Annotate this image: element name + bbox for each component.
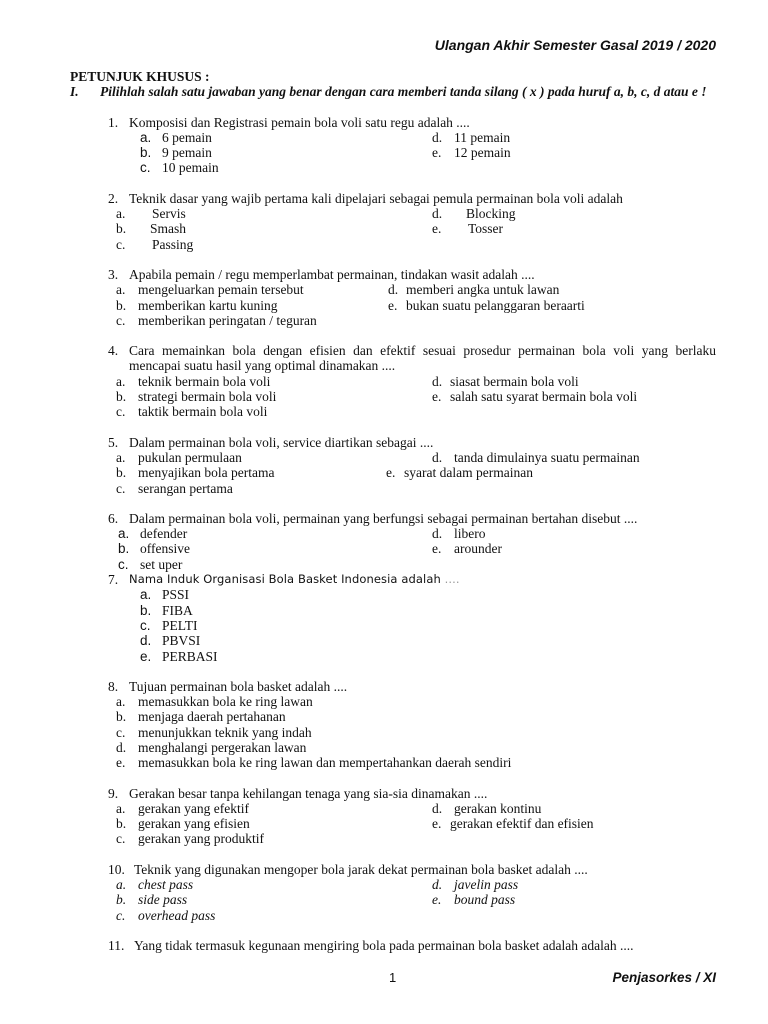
instruction-text: Pilihlah salah satu jawaban yang benar dengan cara memberi tanda silang ( x ) pada huruf a, b, c, d atau e ! bbox=[100, 84, 707, 100]
question-1 bbox=[70, 115, 716, 176]
option-a[interactable]: a. chest pass bbox=[116, 877, 194, 893]
option-e[interactable]: e. memasukkan bola ke ring lawan dan mempertahankan daerah sendiri bbox=[116, 755, 512, 771]
option-e[interactable]: e. bukan suatu pelanggaran beraarti bbox=[388, 297, 585, 313]
option-b[interactable]: b. menyajikan bola pertama bbox=[116, 465, 275, 481]
question-number: 3. bbox=[108, 266, 119, 282]
option-a[interactable]: a. mengeluarkan pemain tersebut bbox=[116, 282, 304, 298]
option-e[interactable]: e. bound pass bbox=[432, 892, 516, 908]
section-title: PETUNJUK KHUSUS : bbox=[70, 69, 210, 84]
question-number: 11. bbox=[108, 937, 125, 953]
option-e[interactable]: e. arounder bbox=[432, 541, 502, 557]
question-6 bbox=[70, 511, 716, 572]
option-b[interactable]: b. strategi bermain bola voli bbox=[116, 389, 277, 405]
option-e[interactable]: e. salah satu syarat bermain bola voli bbox=[432, 389, 638, 405]
option-c[interactable]: c. gerakan yang produktif bbox=[116, 831, 264, 847]
question-text: Yang tidak termasuk kegunaan mengiring bola pada permainan bola basket adalah adalah .... bbox=[134, 937, 634, 953]
question-number: 5. bbox=[108, 434, 119, 450]
option-e[interactable]: e. syarat dalam permainan bbox=[386, 465, 533, 481]
question-number: 7. bbox=[108, 572, 119, 588]
option-d[interactable]: d. libero bbox=[432, 526, 486, 542]
option-a[interactable]: a. PSSI bbox=[140, 587, 190, 603]
question-number: 6. bbox=[108, 510, 119, 526]
option-b[interactable]: b. offensive bbox=[118, 541, 190, 557]
option-a[interactable]: a. Servis bbox=[116, 206, 186, 222]
question-text: Nama Induk Organisasi Bola Basket Indonesia adalah bbox=[129, 572, 441, 587]
option-d[interactable]: d. Blocking bbox=[432, 206, 516, 222]
option-e[interactable]: e. PERBASI bbox=[140, 648, 218, 664]
question-number: 2. bbox=[108, 190, 119, 206]
option-c[interactable]: c. serangan pertama bbox=[116, 480, 233, 496]
instruction-number: I. bbox=[70, 84, 79, 100]
question-2 bbox=[70, 191, 716, 252]
question-text: Cara memainkan bola dengan efisien dan efektif sesuai prosedur permainan bola voli yang berlaku mencapai suatu hasil yang optimal dinamakan .... bbox=[129, 343, 716, 374]
option-a[interactable]: a. defender bbox=[118, 526, 188, 542]
question-text: Apabila pemain / regu memperlambat permainan, tindakan wasit adalah .... bbox=[129, 266, 535, 282]
option-c[interactable]: c. overhead pass bbox=[116, 907, 216, 923]
option-c[interactable]: c. Passing bbox=[116, 236, 194, 252]
option-d[interactable]: d. gerakan kontinu bbox=[432, 800, 542, 816]
option-b[interactable]: b. Smash bbox=[116, 221, 187, 237]
page-number: 1 bbox=[389, 970, 397, 985]
question-text: Dalam permainan bola voli, permainan yang berfungsi sebagai permainan bertahan disebut .... bbox=[129, 510, 638, 526]
question-text: Teknik dasar yang wajib pertama kali dipelajari sebagai pemula permainan bola voli adalah bbox=[129, 190, 623, 206]
question-number: 8. bbox=[108, 678, 119, 694]
question-10 bbox=[70, 862, 716, 923]
option-b[interactable]: b. memberikan kartu kuning bbox=[116, 297, 278, 313]
question-number: 10. bbox=[108, 861, 125, 877]
question-5 bbox=[70, 435, 716, 496]
option-e[interactable]: e. gerakan efektif dan efisien bbox=[432, 816, 594, 832]
option-b[interactable]: b. side pass bbox=[116, 892, 188, 908]
option-e[interactable]: e. 12 pemain bbox=[432, 145, 511, 161]
question-text: Tujuan permainan bola basket adalah .... bbox=[129, 678, 348, 694]
option-b[interactable]: b. FIBA bbox=[140, 602, 193, 618]
option-a[interactable]: a. memasukkan bola ke ring lawan bbox=[116, 694, 313, 710]
instruction bbox=[70, 84, 716, 99]
option-b[interactable]: b. 9 pemain bbox=[140, 145, 212, 161]
option-d[interactable]: d. 11 pemain bbox=[432, 129, 511, 145]
option-d[interactable]: d. tanda dimulainya suatu permainan bbox=[432, 449, 640, 465]
question-9 bbox=[70, 786, 716, 847]
option-c[interactable]: c. menunjukkan teknik yang indah bbox=[116, 724, 312, 740]
option-d[interactable]: d. memberi angka untuk lawan bbox=[388, 282, 560, 298]
option-a[interactable]: a. 6 pemain bbox=[140, 129, 212, 145]
option-b[interactable]: b. menjaga daerah pertahanan bbox=[116, 709, 286, 725]
question-dots: .... bbox=[444, 572, 460, 587]
question-text: Dalam permainan bola voli, service diartikan sebagai .... bbox=[129, 434, 434, 450]
option-a[interactable]: a. pukulan permulaan bbox=[116, 449, 242, 465]
question-text: Gerakan besar tanpa kehilangan tenaga yang sia-sia dinamakan .... bbox=[129, 785, 488, 801]
option-b[interactable]: b. gerakan yang efisien bbox=[116, 816, 250, 832]
option-d[interactable]: d. menghalangi pergerakan lawan bbox=[116, 739, 307, 755]
question-number: 1. bbox=[108, 114, 119, 130]
exam-body bbox=[70, 69, 716, 953]
question-11 bbox=[70, 938, 716, 953]
option-a[interactable]: a. teknik bermain bola voli bbox=[116, 373, 271, 389]
option-d[interactable]: d. PBVSI bbox=[140, 633, 201, 649]
option-e[interactable]: e. Tosser bbox=[432, 221, 504, 237]
exam-header: Ulangan Akhir Semester Gasal 2019 / 2020 bbox=[434, 37, 716, 53]
question-number: 4. bbox=[108, 343, 119, 359]
question-3 bbox=[70, 267, 716, 328]
option-c[interactable]: c. 10 pemain bbox=[140, 160, 219, 176]
question-8 bbox=[70, 679, 716, 771]
option-c[interactable]: c. PELTI bbox=[140, 617, 198, 633]
footer-subject: Penjasorkes / XI bbox=[612, 970, 716, 985]
option-a[interactable]: a. gerakan yang efektif bbox=[116, 800, 249, 816]
question-number: 9. bbox=[108, 785, 119, 801]
option-c[interactable]: c. memberikan peringatan / teguran bbox=[116, 312, 317, 328]
option-d[interactable]: d. javelin pass bbox=[432, 877, 519, 893]
question-7 bbox=[70, 572, 716, 664]
option-c[interactable]: c. set uper bbox=[118, 556, 183, 572]
question-text: Komposisi dan Registrasi pemain bola voli satu regu adalah .... bbox=[129, 114, 470, 130]
option-c[interactable]: c. taktik bermain bola voli bbox=[116, 404, 268, 420]
option-d[interactable]: d. siasat bermain bola voli bbox=[432, 373, 579, 389]
question-text: Teknik yang digunakan mengoper bola jarak dekat permainan bola basket adalah .... bbox=[134, 861, 588, 877]
question-4 bbox=[70, 343, 716, 419]
